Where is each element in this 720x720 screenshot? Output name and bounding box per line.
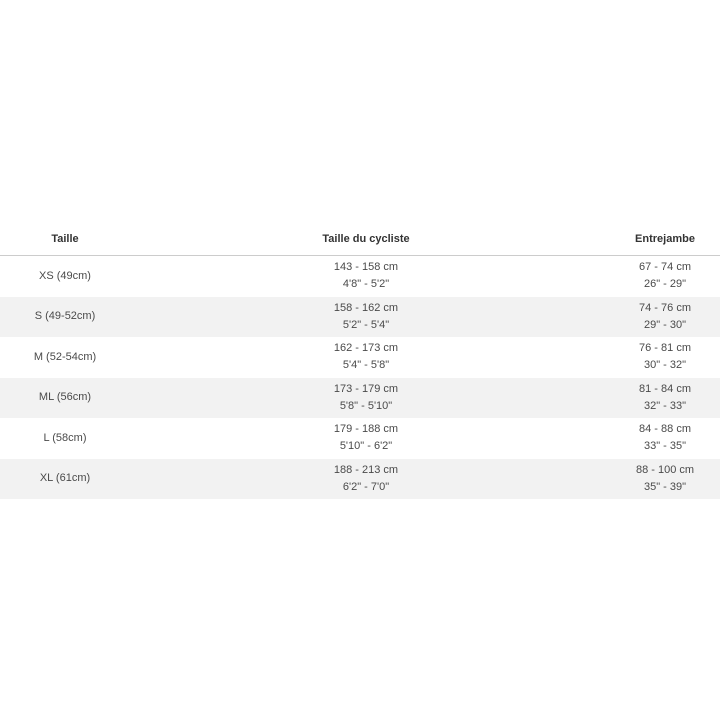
rider-height-cm: 162 - 173 cm <box>333 342 399 355</box>
inseam-in: 35" - 39" <box>643 480 687 493</box>
inseam-cm: 76 - 81 cm <box>639 342 691 355</box>
cell-inseam <box>602 256 720 297</box>
header-rider-height: Taille du cycliste <box>130 222 602 256</box>
cell-rider-height <box>130 418 602 459</box>
header-inseam: Entrejambe <box>602 222 720 256</box>
header-row <box>0 222 720 256</box>
cell-inseam <box>602 459 720 500</box>
inseam-in: 32" - 33" <box>643 399 687 412</box>
rider-height-cm: 173 - 179 cm <box>333 382 399 395</box>
inseam-in: 29" - 30" <box>643 318 687 331</box>
cell-inseam <box>602 418 720 459</box>
cell-rider-height <box>130 256 602 297</box>
inseam-cm: 74 - 76 cm <box>639 301 691 314</box>
inseam-cm: 84 - 88 cm <box>639 423 691 436</box>
rider-height-cm: 158 - 162 cm <box>333 301 399 314</box>
cell-inseam <box>602 378 720 419</box>
cell-rider-height <box>130 297 602 338</box>
cell-rider-height <box>130 337 602 378</box>
cell-inseam <box>602 297 720 338</box>
inseam-in: 30" - 32" <box>643 359 687 372</box>
rider-height-cm: 143 - 158 cm <box>333 261 399 274</box>
table-body <box>0 256 720 500</box>
cell-size: M (52-54cm) <box>33 350 97 363</box>
cell-size: S (49-52cm) <box>0 297 130 338</box>
inseam-cm: 81 - 84 cm <box>639 382 691 395</box>
table-header <box>0 222 720 256</box>
cell-size: XL (61cm) <box>0 459 130 500</box>
cell-rider-height <box>130 378 602 419</box>
inseam-cm: 88 - 100 cm <box>635 463 695 476</box>
rider-height-cm: 179 - 188 cm <box>333 423 399 436</box>
rider-height-ft: 5'10" - 6'2" <box>339 440 393 453</box>
size-chart-table <box>0 222 720 499</box>
table-row <box>0 256 720 297</box>
table-row <box>0 418 720 459</box>
table-row <box>0 297 720 338</box>
cell-inseam <box>602 337 720 378</box>
inseam-in: 33" - 35" <box>643 440 687 453</box>
cell-rider-height <box>130 459 602 500</box>
rider-height-ft: 4'8" - 5'2" <box>342 278 390 291</box>
rider-height-cm: 188 - 213 cm <box>333 463 399 476</box>
cell-size: L (58cm) <box>43 431 87 444</box>
cell-size: ML (56cm) <box>0 378 130 419</box>
rider-height-ft: 6'2" - 7'0" <box>342 480 390 493</box>
table-row <box>0 378 720 419</box>
cell-size: XS (49cm) <box>39 269 91 282</box>
inseam-in: 26" - 29" <box>643 278 687 291</box>
rider-height-ft: 5'8" - 5'10" <box>339 399 393 412</box>
rider-height-ft: 5'2" - 5'4" <box>342 318 390 331</box>
header-size: Taille <box>0 222 130 256</box>
inseam-cm: 67 - 74 cm <box>639 261 691 274</box>
rider-height-ft: 5'4" - 5'8" <box>342 359 390 372</box>
table-row <box>0 337 720 378</box>
table-row <box>0 459 720 500</box>
